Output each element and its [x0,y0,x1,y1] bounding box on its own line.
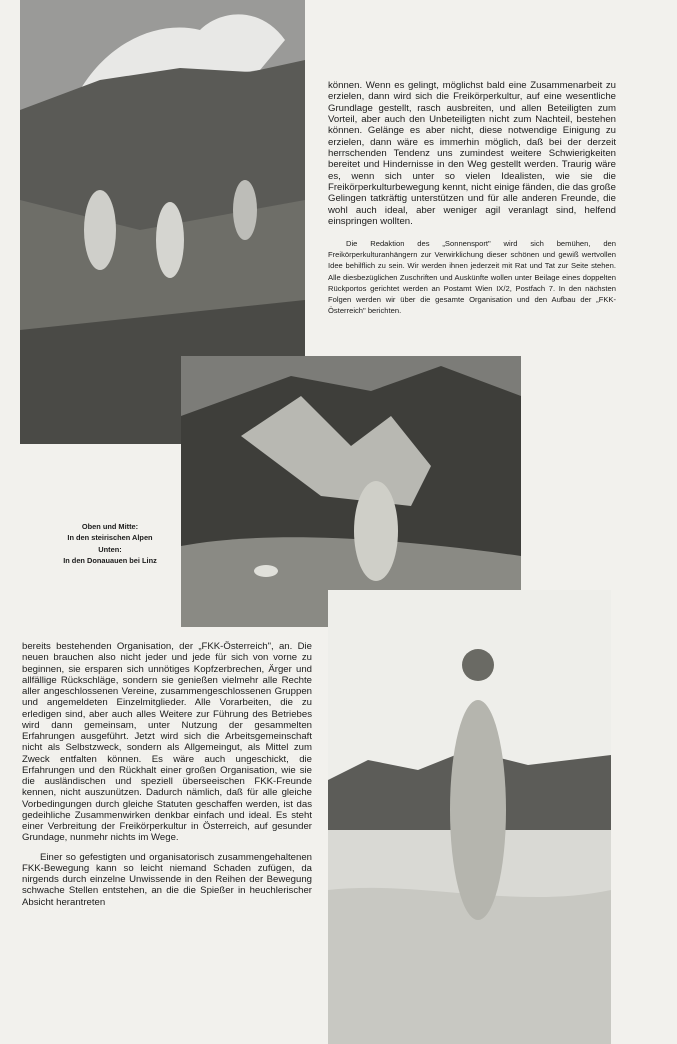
right-column-text [328,80,616,227]
editorial-note-text: Die Redaktion des „Sonnensport" wird sich bemühen, den Freikörperkulturanhängern zur Verwirklichung dieser schönen und gewiß wertvollen Idee behilflich zu sein. Wir werden ihnen jederzeit mit Rat und Tat zur Seite stehen. Alle diesbezüglichen Zuschriften und Auskünfte wollen unter Beilage eines doppelten Rückportos gerichtet werden an Postamt Wien IX/2, Postfach 7. In den nächsten Folgen werden wir über die gesamte Organisation und den Aufbau der „FKK-Österreich" berichten. [328,239,616,316]
left-column-paragraph-2: Einer so gefestigten und organisatorisch zusammengehaltenen FKK-Bewegung kann so leicht niemand Schaden zufügen, da nirgends durch einzelne Unwissende in den Reihen der Bewegung schwache Stellen entstehen, an die die Spießer in heuchlerischer Absicht herantreten [22,851,312,908]
left-column-text [22,641,312,908]
right-column-paragraph: können. Wenn es gelingt, möglichst bald eine Zusammenarbeit zu erzielen, dann wird sich die Freikörperkultur, auf eine wesentliche Grundlage gestellt, rasch ausbreiten, und allen Beteiligten zum Vorteil, aber auch den Unbeteiligten nicht zum Nachteil, bestehen können. Gelänge es aber nicht, diese notwendige Einigung zu erzielen, dann wäre es immerhin möglich, daß bei der derzeit herrschenden Tendenz uns zumindest weitere Schwierigkeiten bereitet und Hindernisse in den Weg gestellt werden. Traurig wäre es, wenn sich unter so vielen Idealisten, wie sie die Freikörperkulturbewegung kennt, nicht einige fänden, die das große Gelingen tatkräftig unterstützen und für alle anderen Freunde, die wohl auch ideal, aber weniger agil veranlagt sind, helfend einspringen wollten. [328,80,616,228]
caption-line-3: Unten: [98,544,122,554]
caption-line-2: In den steirischen Alpen [67,533,153,543]
caption-line-4: In den Donauauen bei Linz [63,555,157,565]
photo-caption [40,521,180,566]
left-column-paragraph-1: bereits bestehenden Organisation, der „FKK-Österreich", an. Die neuen brauchen also nicht jeder und jede für sich von vorne zu beginnen, sie ersparen sich unnötiges Kopfzerbrechen, Ärger und allfällige Rückschläge, sondern sie genießen vielmehr alle Rechte aller angeschlossenen Vereine, zusammengeschlossenen Gruppen und angemeldeten Einzelmitglieder. Alle Vorarbeiten, die zu erledigen sind, aber auch alles Weitere zur Führung des Betriebes wird dann gemeinsam, unter Nutzung der gesammelten Erfahrungen ausgeführt. Jetzt wird sich die Arbeitsgemeinschaft nicht als Selbstzweck, sondern als Allgemeingut, als Mittel zum Zweck entfalten können. Es wäre auch ungeschickt, die Erfahrungen und den Rückhalt einer großen Organisation, wie sie die ausländischen und speziell überseeischen FKK-Freunde kennen, nicht auszunützen. Dadurch nämlich, daß für alle gleiche Vorbedingungen durch gleiche Statuten geschaffen werden, ist das gedeihliche Zusammenwirken denkbar einfach und ideal. Es steht einer Verbreitung der Freikörperkultur in Österreich, auf gesunder Grundage, nunmehr nichts im Wege. [22,641,312,844]
caption-line-1: Oben und Mitte: [81,522,139,531]
photo-mountain-man [181,356,521,627]
photo-donauauen-woman [328,590,611,1044]
editorial-note [328,238,616,316]
